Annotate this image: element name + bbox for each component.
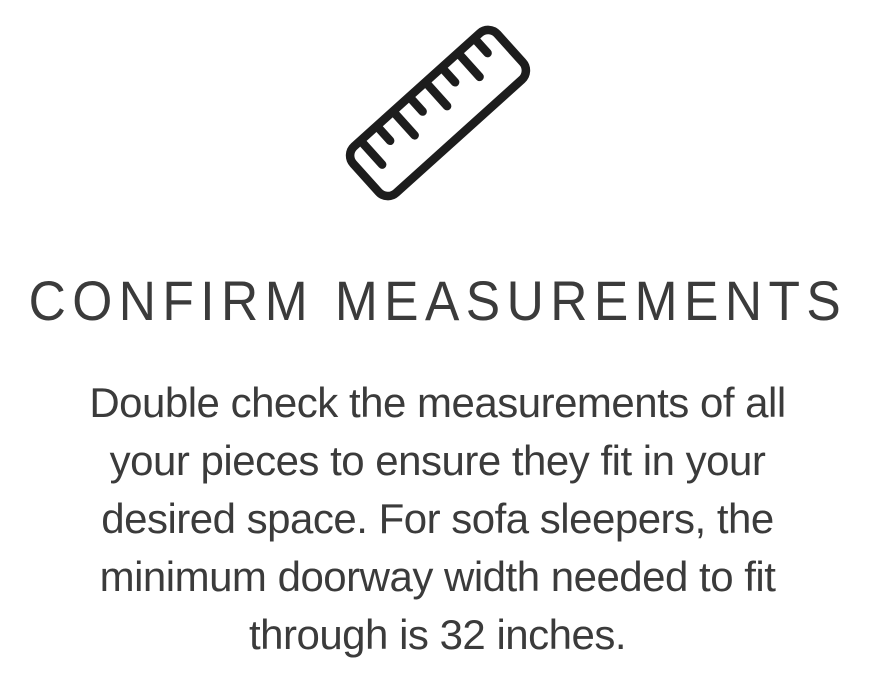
section-description [89, 374, 785, 664]
ruler-icon [343, 18, 533, 208]
section-title-text: CONFIRM MEASUREMENTS [28, 269, 847, 332]
description-line: through is 32 inches. [248, 611, 627, 658]
description-line: your pieces to ensure they fit in your [109, 437, 766, 484]
description-line: desired space. For sofa sleepers, the [101, 495, 774, 542]
description-line: Double check the measurements of all [89, 379, 786, 426]
description-line: minimum doorway width needed to fit [99, 553, 776, 600]
section-title [0, 269, 875, 332]
